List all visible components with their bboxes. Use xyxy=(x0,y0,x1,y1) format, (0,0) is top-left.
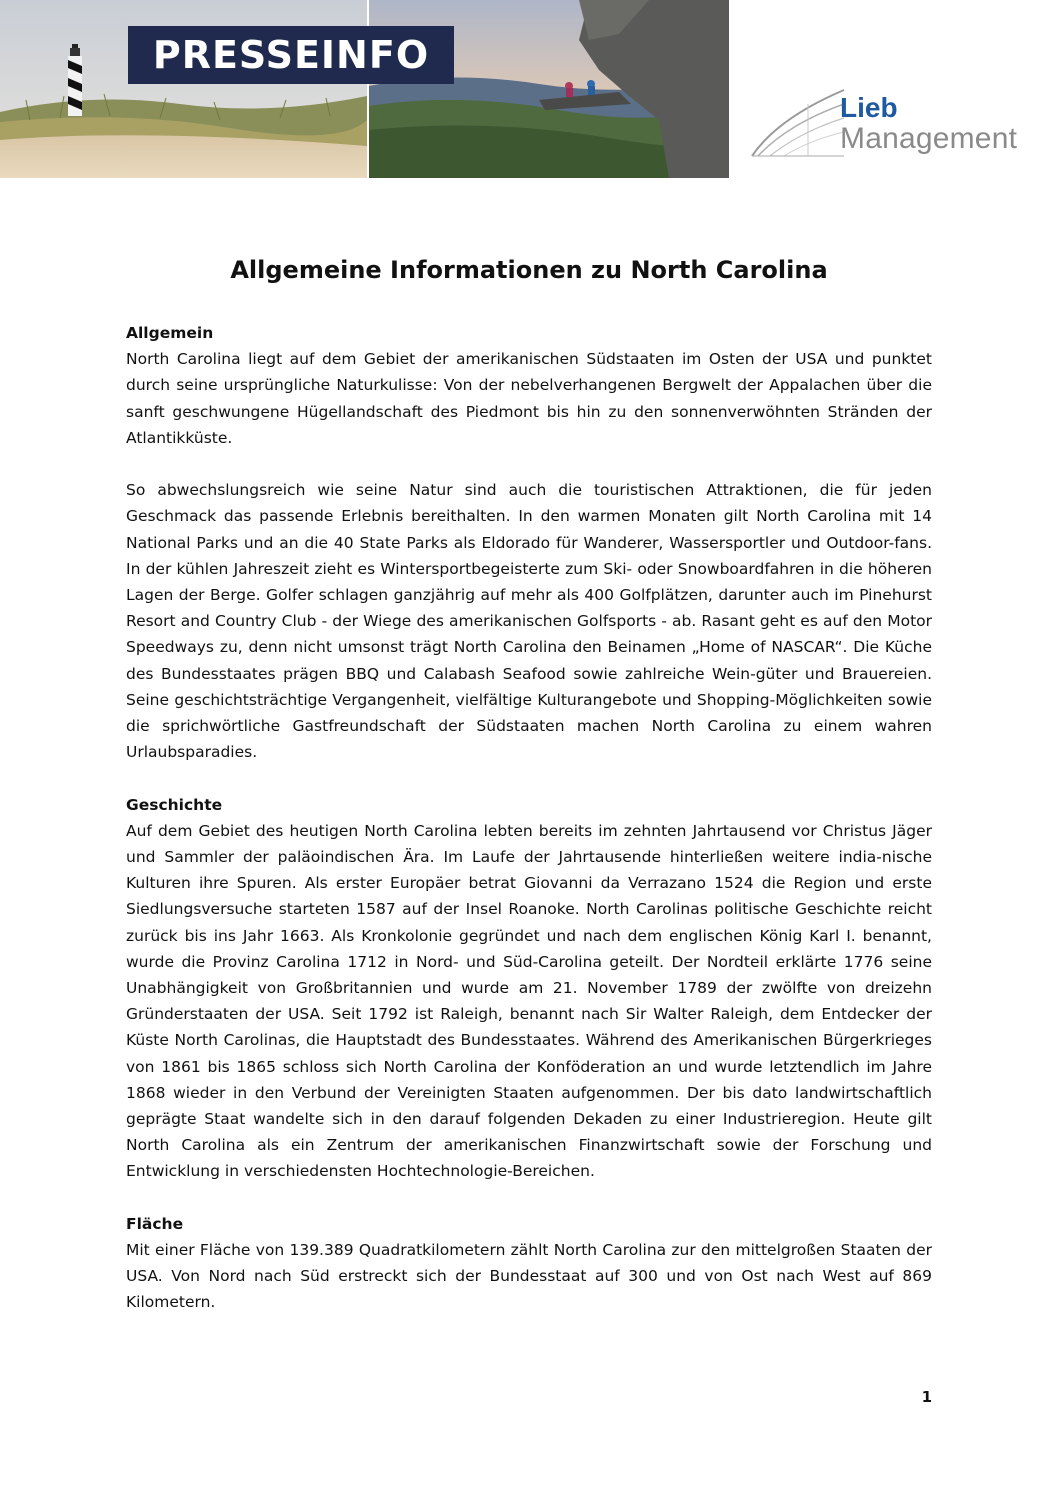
header xyxy=(0,0,1058,178)
page-number: 1 xyxy=(921,1388,932,1406)
section-geschichte xyxy=(126,792,932,1185)
presseinfo-banner: PRESSEINFO xyxy=(128,26,454,84)
section-heading: Geschichte xyxy=(126,795,223,814)
paragraph: North Carolina liegt auf dem Gebiet der amerikanischen Südstaaten im Osten der USA und punktet durch seine ursprüngliche Naturkulisse: Von der nebelverhangenen Bergwelt der Appalachen über die sanft geschwungene Hügellandschaft des Piedmont bis hin zu den sonnenverwöhnten Stränden der Atlantikküste. xyxy=(126,350,932,447)
logo-mark-icon xyxy=(748,84,848,164)
document-title: Allgemeine Informationen zu North Carolina xyxy=(230,256,828,284)
logo-text-lieb: Lieb xyxy=(840,92,898,123)
paragraph: So abwechslungsreich wie seine Natur sind auch die touristischen Attraktionen, die für jeden Geschmack das passende Erlebnis bereithalten. In den warmen Monaten gilt North Carolina mit 14 National Parks und an die 40 State Parks als Eldorado für Wanderer, Wassersportler und Outdoor-fans. In der kühlen Jahreszeit zieht es Wintersportbegeisterte zum Ski- oder Snowboardfahren in die höheren Lagen der Berge. Golfer schlagen ganzjährig auf mehr als 400 Golfplätzen, darunter auch im Pinehurst Resort and Country Club - der Wiege des amerikanischen Golfsports - ab. Rasant geht es auf den Motor Speedways zu, denn nicht umsonst trägt North Carolina den Beinamen „Home of NASCAR“. Die Küche des Bundesstaates prägen BBQ und Calabash Seafood sowie zahlreiche Wein-güter und Brauereien. Seine geschichtsträchtige Vergangenheit, vielfältige Kulturangebote und Shopping-Möglichkeiten sowie die sprichwörtliche Gastfreundschaft der Südstaaten machen North Carolina zu einem wahren Urlaubsparadies. xyxy=(126,481,932,762)
paragraph: Auf dem Gebiet des heutigen North Carolina lebten bereits im zehnten Jahrtausend vor Christus Jäger und Sammler der paläoindischen Ära. Im Laufe der Jahrtausende hinterließen weitere india-nische Kulturen ihre Spuren. Als erster Europäer betrat Giovanni da Verrazano 1524 die Region und erste Siedlungsversuche starteten 1587 auf der Insel Roanoke. North Carolinas politische Geschichte reicht zurück bis ins Jahr 1663. Als Kronkolonie gegründet und nach dem englischen König Karl I. benannt, wurde die Provinz Carolina 1712 in Nord- und Süd-Carolina geteilt. Der Nordteil erklärte 1776 seine Unabhängigkeit von Großbritannien und wurde am 21. November 1789 der zwölfte von dreizehn Gründerstaaten der USA. Seit 1792 ist Raleigh, benannt nach Sir Walter Raleigh, dem Entdecker der Küste North Carolinas, die Hauptstadt des Bundesstaates. Während des Amerikanischen Bürgerkrieges von 1861 bis 1865 schloss sich North Carolina der Konföderation an und wurde letztendlich im Jahre 1868 wieder in den Verbund der Vereinigten Staaten aufgenommen. Der bis dato landwirtschaftlich geprägte Staat wandelte sich in den darauf folgenden Dekaden zu einer Industrieregion. Heute gilt North Carolina als ein Zentrum der amerikanischen Finanzwirtschaft sowie der Forschung und Entwicklung in verschiedensten Hochtechnologie-Bereichen. xyxy=(126,821,932,1181)
section-flaeche xyxy=(126,1211,932,1316)
logo-text-management: Management xyxy=(840,122,1018,155)
section-allgemein xyxy=(126,320,932,765)
section-heading: Fläche xyxy=(126,1214,184,1233)
document-body xyxy=(126,320,932,1342)
paragraph: Mit einer Fläche von 139.389 Quadratkilometern zählt North Carolina zur den mittelgroßen Staaten der USA. Von Nord nach Süd erstreckt sich der Bundesstaat auf 300 und von Ost nach West auf 869 Kilometern. xyxy=(126,1241,932,1312)
lieb-management-logo xyxy=(748,84,1048,164)
section-heading: Allgemein xyxy=(126,324,214,342)
